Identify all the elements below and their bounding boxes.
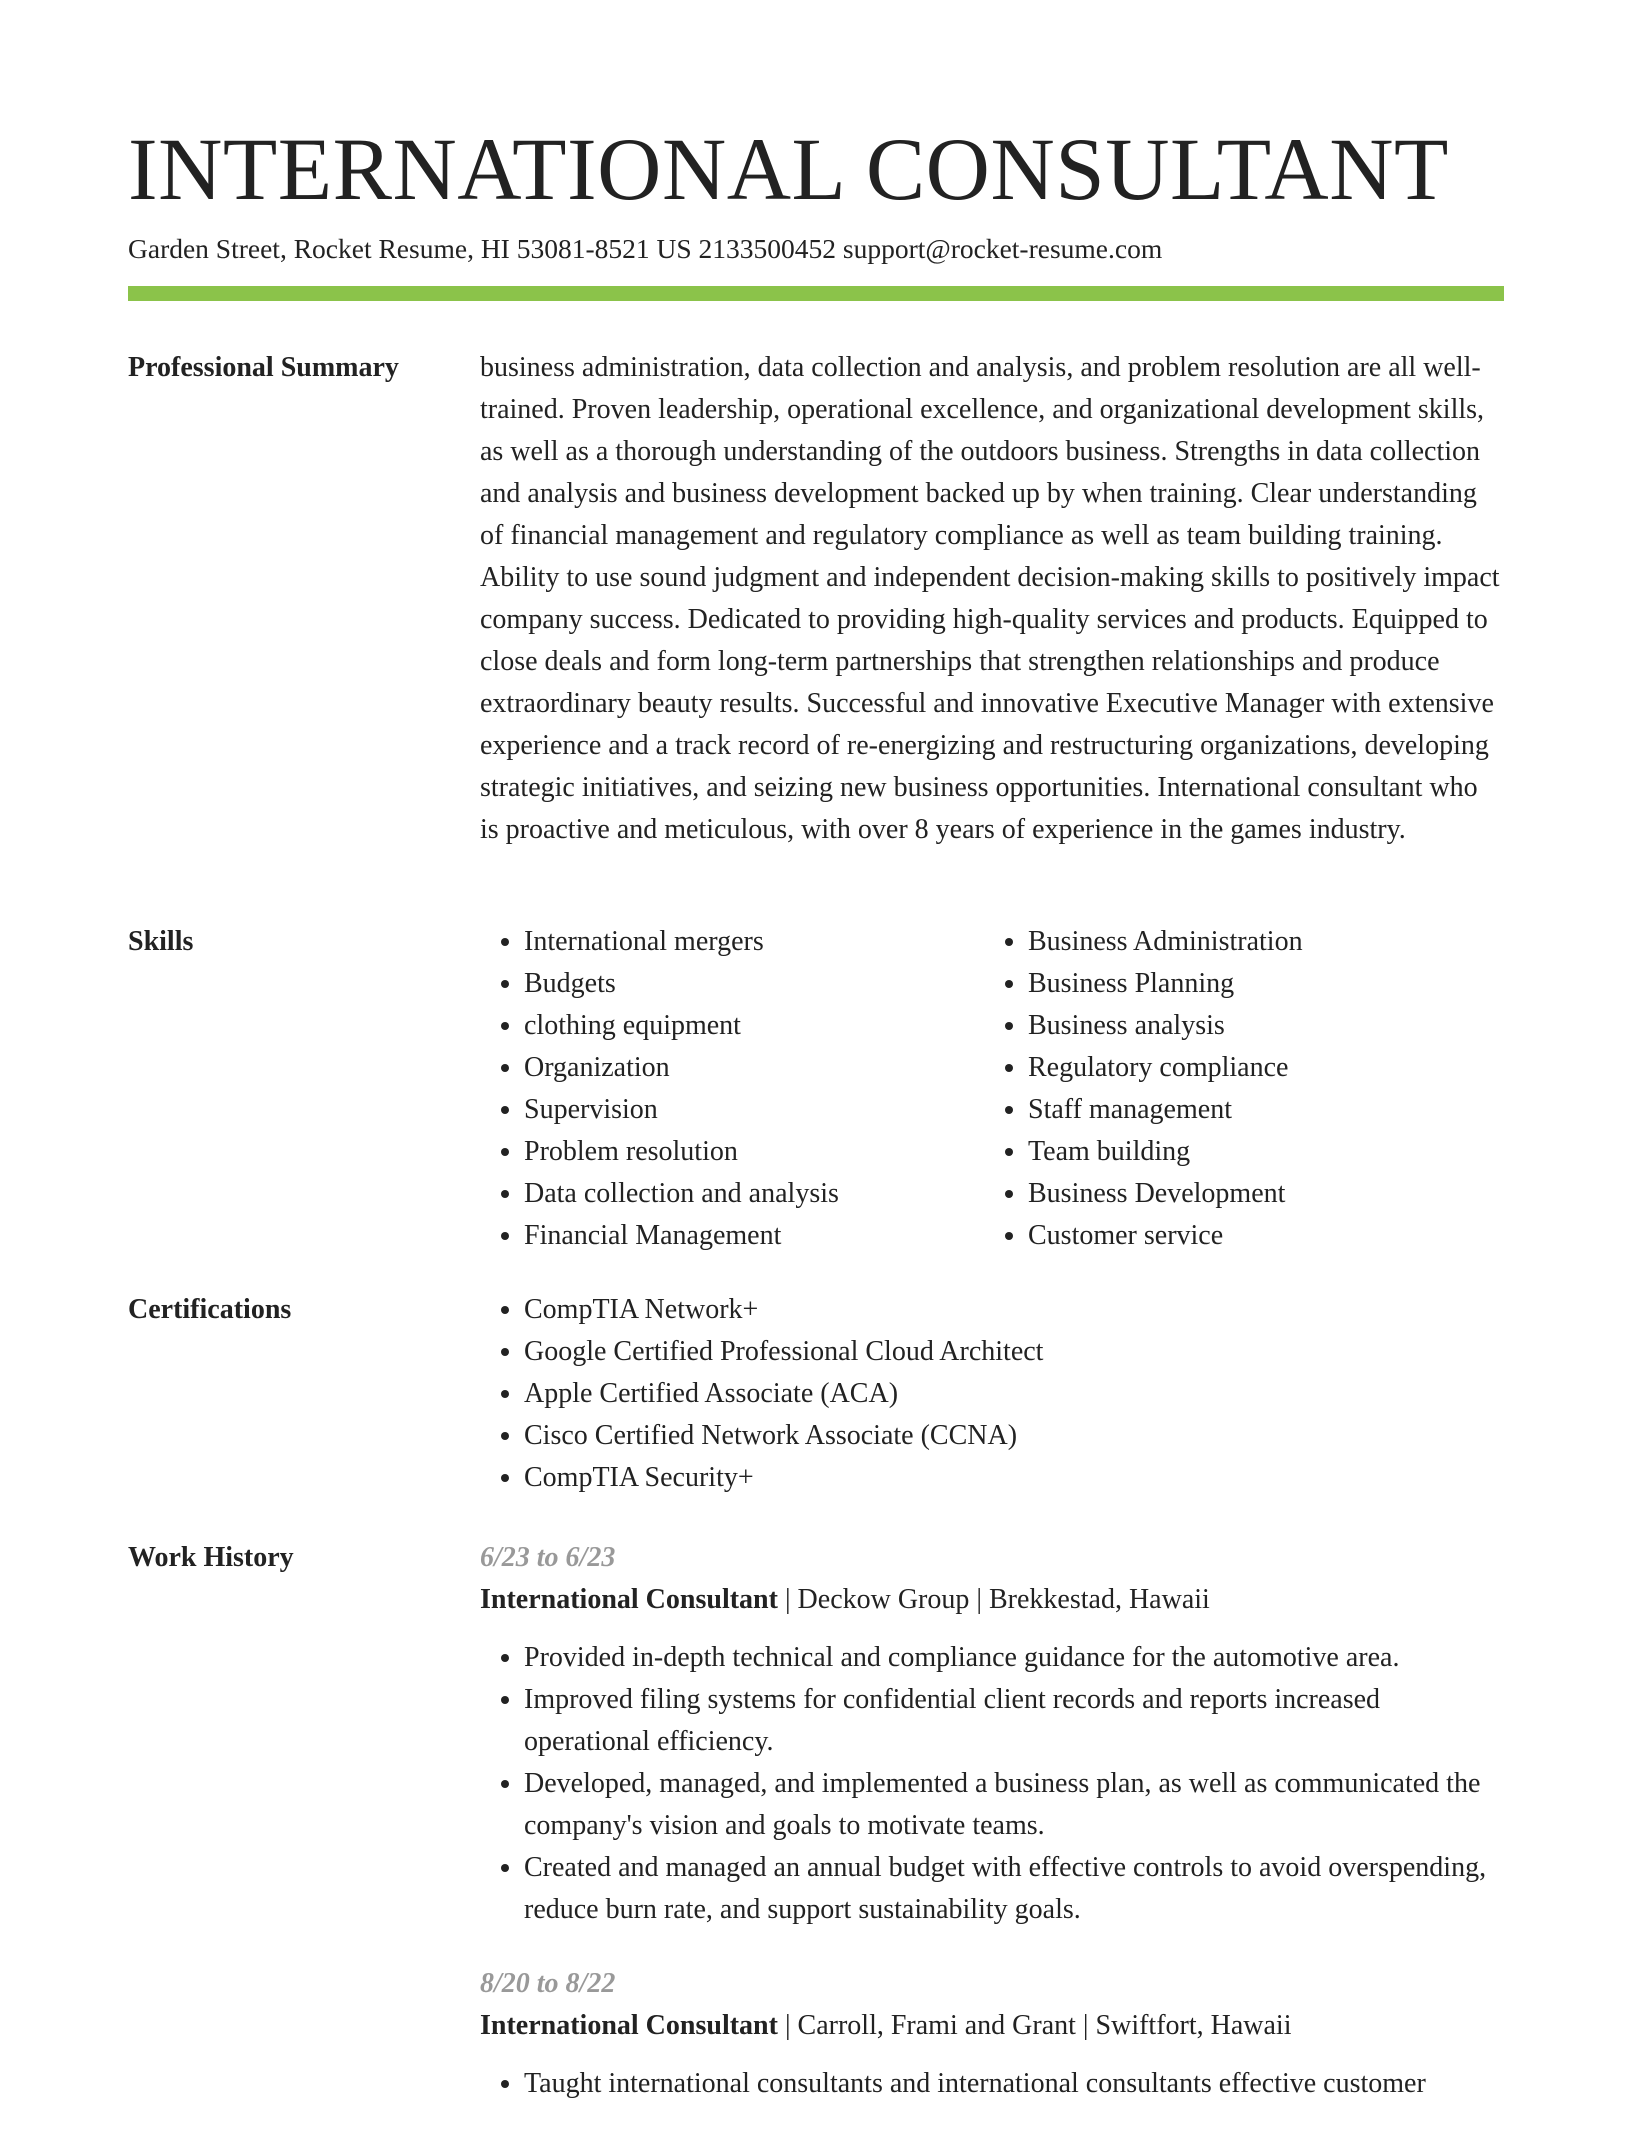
skill-item: • Supervision bbox=[524, 1089, 984, 1131]
work-history-body bbox=[480, 1537, 1502, 2137]
summary-text: business administration, data collection and analysis, and problem resolution are all well-trained. Proven leadership, operational excellence, and organizational development skills, as well as a thorough understanding of the outdoors business. Strengths in data collection and analysis and business development backed up by when training. Clear understanding of financial management and regulatory compliance as well as team building training. Ability to use sound judgment and independent decision-making skills to positively impact company success. Dedicated to providing high-quality services and products. Equipped to close deals and form long-term partnerships that strengthen relationships and produce extraordinary beauty results. Successful and innovative Executive Manager with extensive experience and a track record of re-energizing and restructuring organizations, developing strategic initiatives, and seizing new business opportunities. International consultant who is proactive and meticulous, with over 8 years of experience in the games industry. bbox=[480, 352, 1500, 845]
skill-item: • Data collection and analysis bbox=[524, 1173, 984, 1215]
certification-item: • Cisco Certified Network Associate (CCNA) bbox=[524, 1415, 1502, 1457]
skill-item: • clothing equipment bbox=[524, 1005, 984, 1047]
skill-item: • Staff management bbox=[1028, 1089, 1488, 1131]
skill-item: • Customer service bbox=[1028, 1215, 1488, 1257]
skill-item: • Regulatory compliance bbox=[1028, 1047, 1488, 1089]
job-bullets bbox=[480, 2063, 1502, 2105]
job-bullet: • Taught international consultants and international consultants effective customer bbox=[524, 2063, 1502, 2105]
skills-list-right bbox=[984, 921, 1488, 1257]
skill-item: • Business analysis bbox=[1028, 1005, 1488, 1047]
job-role: International Consultant bbox=[480, 1584, 778, 1615]
skill-item: • Business Administration bbox=[1028, 921, 1488, 963]
skill-item: • Team building bbox=[1028, 1131, 1488, 1173]
job-dates: 6/23 to 6/23 bbox=[480, 1542, 616, 1573]
skills-column-right bbox=[984, 921, 1488, 1257]
certifications-body bbox=[480, 1289, 1502, 1499]
summary-heading: Professional Summary bbox=[128, 352, 399, 383]
job-entry bbox=[480, 1537, 1502, 1931]
skill-item: • Business Planning bbox=[1028, 963, 1488, 1005]
certification-item: • Google Certified Professional Cloud Architect bbox=[524, 1331, 1502, 1373]
resume-name-heading: INTERNATIONAL CONSULTANT bbox=[128, 121, 1449, 219]
skills-heading: Skills bbox=[128, 926, 194, 957]
job-title-line bbox=[480, 1579, 1502, 1621]
header-divider bbox=[128, 286, 1504, 301]
job-bullet: • Created and managed an annual budget with effective controls to avoid overspending, reduce burn rate, and support sustainability goals. bbox=[524, 1847, 1502, 1931]
skill-item: • Budgets bbox=[524, 963, 984, 1005]
job-bullets bbox=[480, 1637, 1502, 1931]
certification-item: • CompTIA Security+ bbox=[524, 1457, 1502, 1499]
job-dates: 8/20 to 8/22 bbox=[480, 1968, 616, 1999]
skills-list-left bbox=[480, 921, 984, 1257]
summary-body bbox=[480, 347, 1502, 851]
skill-item: • Financial Management bbox=[524, 1215, 984, 1257]
skills-column-left bbox=[480, 921, 984, 1257]
certification-item: • CompTIA Network+ bbox=[524, 1289, 1502, 1331]
job-details: | Deckow Group | Brekkestad, Hawaii bbox=[777, 1584, 1210, 1615]
skills-body bbox=[480, 921, 1502, 1257]
job-bullet: • Developed, managed, and implemented a business plan, as well as communicated the company's vision and goals to motivate teams. bbox=[524, 1763, 1502, 1847]
certification-item: • Apple Certified Associate (ACA) bbox=[524, 1373, 1502, 1415]
skill-item: • Business Development bbox=[1028, 1173, 1488, 1215]
job-bullet: • Provided in-depth technical and compliance guidance for the automotive area. bbox=[524, 1637, 1502, 1679]
skill-item: • International mergers bbox=[524, 921, 984, 963]
job-details: | Carroll, Frami and Grant | Swiftfort, Hawaii bbox=[777, 2010, 1292, 2041]
certifications-list bbox=[480, 1289, 1502, 1499]
certifications-heading: Certifications bbox=[128, 1294, 292, 1325]
job-entry bbox=[480, 1963, 1502, 2105]
job-title-line bbox=[480, 2005, 1502, 2047]
contact-info: Garden Street, Rocket Resume, HI 53081-8521 US 2133500452 support@rocket-resume.com bbox=[128, 233, 1163, 264]
skill-item: • Organization bbox=[524, 1047, 984, 1089]
job-bullet: • Improved filing systems for confidential client records and reports increased operational efficiency. bbox=[524, 1679, 1502, 1763]
work-history-heading: Work History bbox=[128, 1542, 294, 1573]
job-role: International Consultant bbox=[480, 2010, 778, 2041]
skill-item: • Problem resolution bbox=[524, 1131, 984, 1173]
